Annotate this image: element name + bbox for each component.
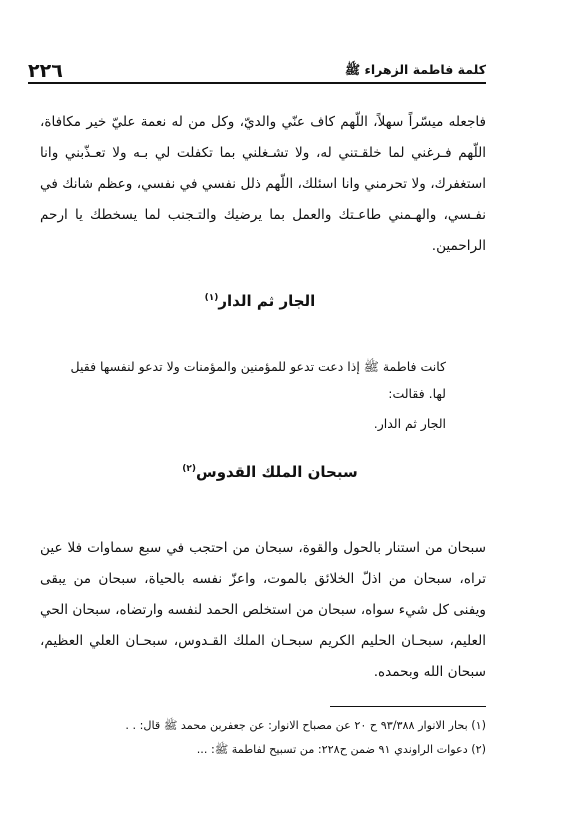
section-title: الجار ثم الدار [218,292,316,310]
footnotes [60,714,486,762]
paragraph-tasbih: سبحان من استنار بالحول والقوة، سبحان من احتجب في سبع سماوات فلا عين تراه، سبحان من اذلّ الخلائق بالموت، واعزّ نفسه بالحياة، سبحان من يبقى ويفنى كل شيء سواه، سبحان من استخلص الحمد لنفسه وارتضاه، سبحان الحي العليم، سبحـان الحليم الكريم سبحـان الملك القـدوس، سبحـان العلي العظيم، سبحان الله وبحمده. [40,540,486,680]
footnote-1: (١) بحار الانوار ٩٣/٣٨٨ ح ٢٠ عن مصباح الانوار: عن جعفربن محمد ﷺ قال: . . [125,719,486,732]
book-title: كلمة فاطمة الزهراء ﷺ [345,62,486,77]
paragraph-supplication: فاجعله ميسّراً سهلاً، اللّهم كاف عنّي والديّ، وكل من له نعمة عليّ خير مكافاة، اللّهم فـرغني لما خلقـتني له، ولا تشـغلني بما تكفلت لي بـه ولا تعـذّبني وانا استغفرك، ولا تحرمني وانا اسئلك، اللّهم ذلل نفسي في نفسي، وعظم شانك في نفـسي، والهـمني طاعـتك والعمل بما يرضيك والتـجنب لما يسخطك يا ارحم الراحمين. [40,114,486,254]
quote-intro: كانت فاطمة ﷺ إذا دعت تدعو للمؤمنين والمؤمنات ولا تدعو لنفسها فقيل لها. فقالت: [70,359,446,401]
running-header [28,54,486,84]
quote-saying: الجار ثم الدار. [373,416,446,431]
footnote-marker: (١) [204,293,219,303]
footnote-2: (٢) دعوات الراوندي ٩١ ضمن ح٢٢٨: من تسبيح لفاطمة ﷺ: ... [196,743,486,756]
section-heading-tasbih [150,463,390,481]
section-title: سبحان الملك القدوس [196,463,358,481]
footnote-divider [330,706,486,707]
section-heading-neighbor [140,292,380,310]
page-number: ٢٢٦ [28,60,63,82]
footnote-marker: (٢) [182,464,196,474]
